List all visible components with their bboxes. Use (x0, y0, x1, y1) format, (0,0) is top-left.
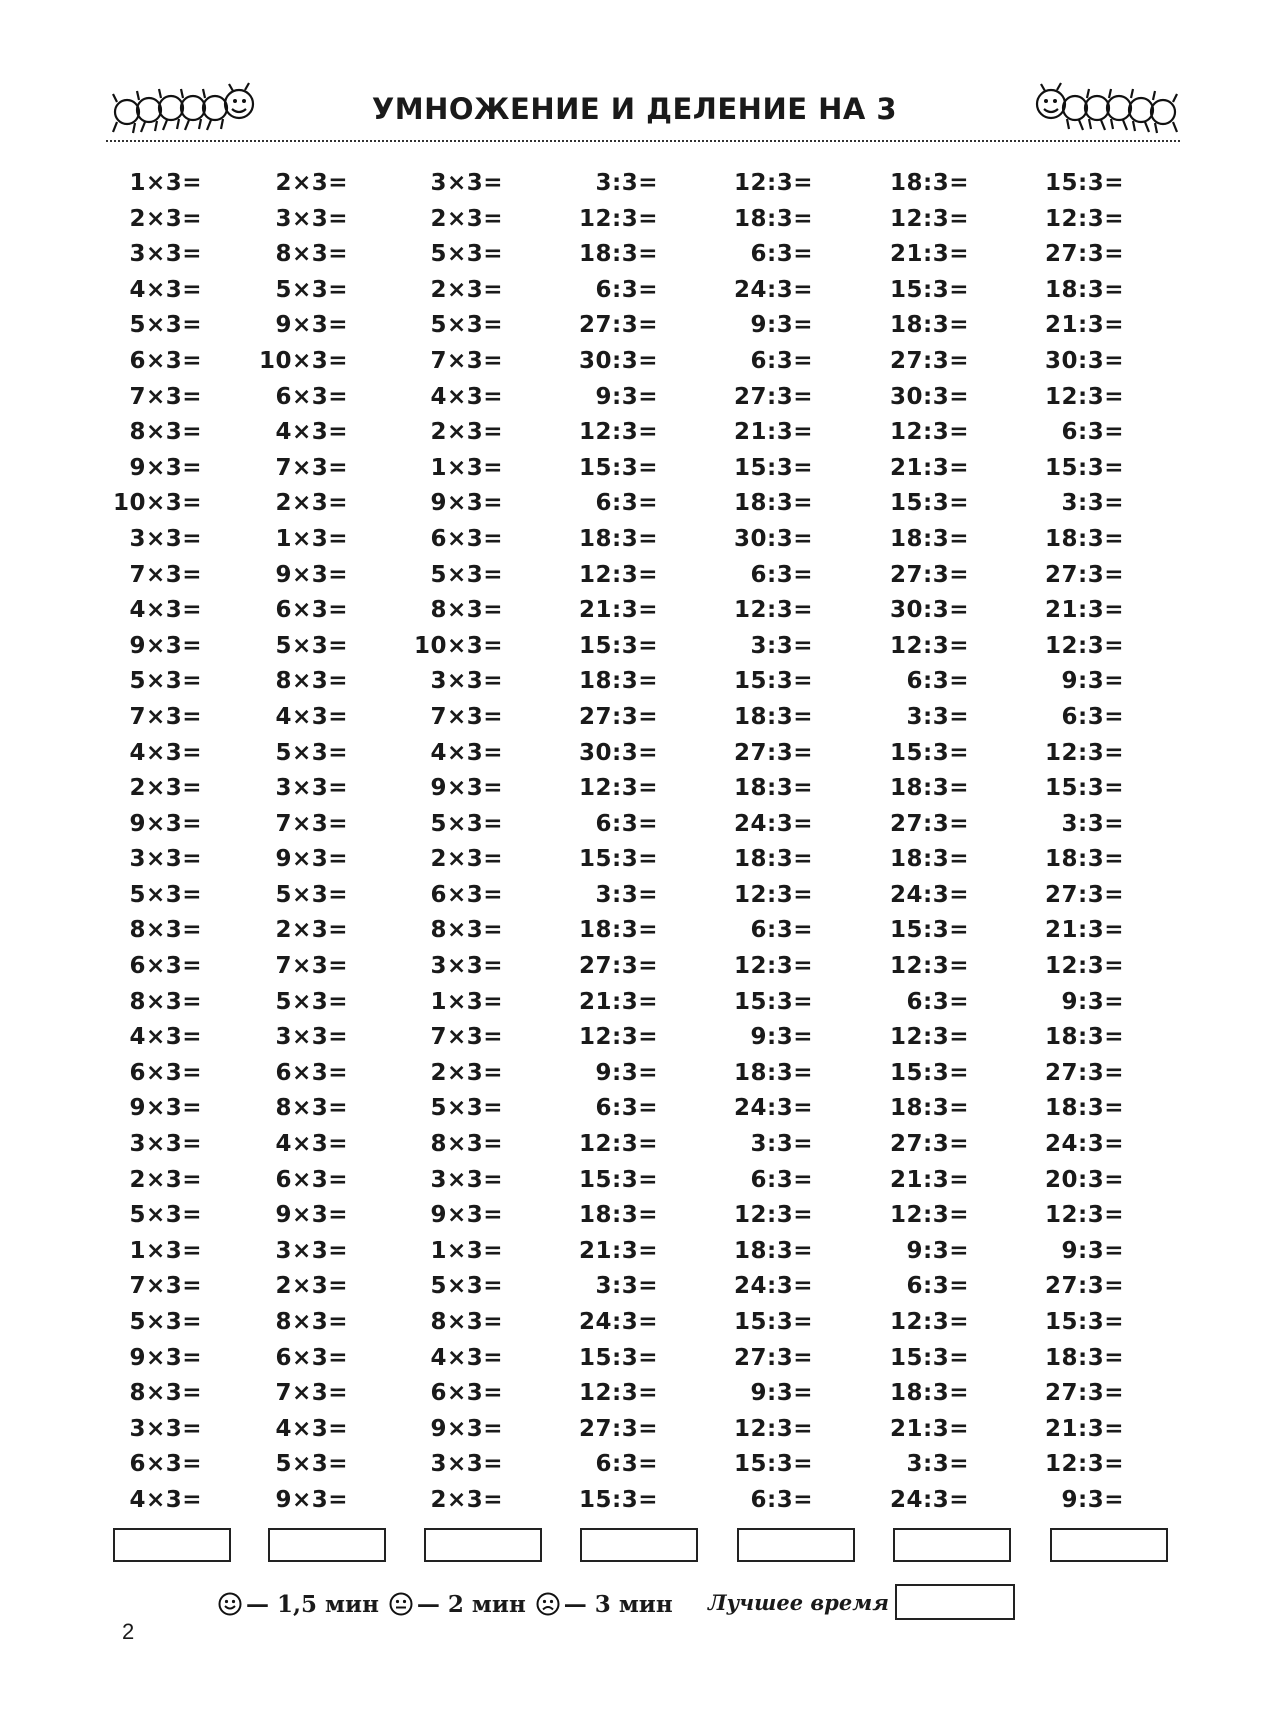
exercise-cell: 15:3= (890, 490, 969, 517)
exercise-cell: 30:3= (1045, 347, 1124, 374)
exercise-cell: 24:3= (890, 881, 969, 908)
exercise-cell: 6:3= (750, 917, 813, 944)
exercise-cell: 30:3= (734, 525, 813, 552)
exercise-cell: 12:3= (1045, 632, 1124, 659)
exercise-cell: 3×3= (430, 170, 503, 196)
exercise-cell: 6:3= (595, 810, 658, 837)
exercise-cell: 12:3= (1045, 739, 1124, 766)
exercise-column-4 (538, 166, 658, 1519)
exercise-cell: 27:3= (579, 1415, 658, 1442)
exercise-cell: 8×3= (430, 917, 503, 944)
exercise-cell: 7×3= (129, 703, 202, 730)
exercise-cell: 3×3= (430, 953, 503, 980)
exercise-cell: 8×3= (430, 597, 503, 624)
exercise-cell: 30:3= (890, 597, 969, 624)
exercise-cell: 15:3= (1045, 454, 1124, 481)
exercise-cell: 15:3= (579, 846, 658, 873)
exercise-cell: 21:3= (890, 1415, 969, 1442)
exercise-column-7 (1004, 166, 1124, 1519)
exercise-cell: 9×3= (275, 312, 348, 339)
exercise-cell: 21:3= (579, 988, 658, 1015)
exercise-cell: 21:3= (890, 454, 969, 481)
exercise-column-5 (693, 166, 813, 1519)
exercise-cell: 6:3= (1061, 419, 1124, 446)
exercise-cell: 6:3= (750, 347, 813, 374)
exercise-cell: 8×3= (430, 1131, 503, 1158)
exercise-column-1 (82, 166, 202, 1519)
exercise-cell: 18:3= (1045, 1024, 1124, 1051)
exercise-cell: 7×3= (275, 1380, 348, 1407)
exercise-cell: 3×3= (129, 1415, 202, 1442)
exercise-cell: 18:3= (1045, 1095, 1124, 1122)
exercise-cell: 18:3= (890, 1380, 969, 1407)
exercise-cell: 6×3= (275, 383, 348, 410)
exercise-cell: 6:3= (750, 241, 813, 268)
exercise-cell: 6×3= (129, 1059, 202, 1086)
exercise-cell: 27:3= (890, 561, 969, 588)
smiling-face-icon (218, 1592, 242, 1616)
exercise-cell: 9:3= (595, 1059, 658, 1086)
exercise-cell: 15:3= (579, 1344, 658, 1371)
exercise-cell: 3:3= (1061, 810, 1124, 837)
exercise-cell: 6:3= (595, 1095, 658, 1122)
exercise-cell: 3:3= (595, 170, 658, 196)
exercise-cell: 21:3= (1045, 597, 1124, 624)
exercise-cell: 6×3= (275, 597, 348, 624)
exercise-cell: 7×3= (129, 1273, 202, 1300)
exercise-cell: 8×3= (430, 1309, 503, 1335)
exercise-cell: 18:3= (1045, 525, 1124, 552)
exercise-cell: 2×3= (129, 775, 202, 802)
exercise-cell: 18:3= (734, 703, 813, 730)
exercise-cell: 3×3= (129, 846, 202, 873)
exercise-cell: 9×3= (430, 1202, 503, 1229)
exercise-cell: 9×3= (430, 490, 503, 517)
exercise-cell: 9:3= (750, 312, 813, 339)
exercise-cell: 21:3= (890, 1166, 969, 1193)
exercise-cell: 5×3= (129, 881, 202, 908)
exercise-cell: 6:3= (595, 1451, 658, 1478)
exercise-cell: 18:3= (734, 1237, 813, 1264)
exercise-cell: 9×3= (129, 1344, 202, 1371)
exercise-cell: 15:3= (890, 1344, 969, 1371)
exercise-cell: 12:3= (579, 1380, 658, 1407)
exercise-cell: 7×3= (430, 347, 503, 374)
exercise-cell: 6:3= (595, 490, 658, 517)
exercise-cell: 12:3= (1045, 953, 1124, 980)
exercise-cell: 2×3= (275, 170, 348, 196)
exercise-cell: 18:3= (890, 846, 969, 873)
exercise-cell: 2×3= (129, 205, 202, 232)
exercise-cell: 5×3= (275, 632, 348, 659)
exercise-cell: 5×3= (129, 1309, 202, 1335)
exercise-cell: 10×3= (112, 490, 202, 517)
exercise-cell: 5×3= (430, 1273, 503, 1300)
exercise-cell: 12:3= (734, 1202, 813, 1229)
exercise-cell: 12:3= (734, 881, 813, 908)
exercise-cell: 4×3= (129, 1024, 202, 1051)
exercise-cell: 3:3= (750, 632, 813, 659)
exercise-cell: 21:3= (890, 241, 969, 268)
exercise-cell: 12:3= (1045, 1451, 1124, 1478)
exercise-cell: 18:3= (734, 1059, 813, 1086)
exercise-cell: 12:3= (734, 597, 813, 624)
exercise-cell: 24:3= (890, 1486, 969, 1513)
exercise-cell: 9:3= (906, 1237, 969, 1264)
exercise-cell: 6:3= (750, 561, 813, 588)
exercise-cell: 9:3= (750, 1380, 813, 1407)
exercise-cell: 12:3= (579, 775, 658, 802)
exercise-cell: 18:3= (890, 775, 969, 802)
exercise-cell: 18:3= (734, 775, 813, 802)
exercise-cell: 7×3= (275, 810, 348, 837)
exercise-cell: 27:3= (890, 347, 969, 374)
exercise-cell: 21:3= (734, 419, 813, 446)
exercise-cell: 3×3= (129, 525, 202, 552)
exercise-cell: 20:3= (1045, 1166, 1124, 1193)
exercise-cell: 3:3= (750, 1131, 813, 1158)
exercise-cell: 24:3= (734, 1273, 813, 1300)
exercise-cell: 4×3= (275, 1131, 348, 1158)
exercise-cell: 9×3= (129, 1095, 202, 1122)
exercise-cell: 18:3= (579, 917, 658, 944)
exercise-cell: 3×3= (430, 668, 503, 695)
exercise-cell: 27:3= (1045, 561, 1124, 588)
exercise-column-2 (228, 166, 348, 1519)
exercise-cell: 3:3= (595, 1273, 658, 1300)
exercise-cell: 4×3= (275, 1415, 348, 1442)
exercise-cell: 6:3= (906, 988, 969, 1015)
exercise-cell: 18:3= (890, 170, 969, 196)
exercise-cell: 4×3= (430, 1344, 503, 1371)
exercise-cell: 18:3= (734, 846, 813, 873)
exercise-cell: 18:3= (734, 490, 813, 517)
exercise-cell: 6×3= (275, 1344, 348, 1371)
exercise-cell: 9×3= (275, 846, 348, 873)
exercise-cell: 30:3= (579, 739, 658, 766)
exercise-cell: 12:3= (890, 953, 969, 980)
exercise-cell: 1×3= (430, 988, 503, 1015)
exercise-cell: 3:3= (906, 1451, 969, 1478)
exercise-cell: 12:3= (734, 953, 813, 980)
exercise-cell: 3×3= (275, 1237, 348, 1264)
exercise-cell: 5×3= (430, 312, 503, 339)
exercise-cell: 7×3= (430, 703, 503, 730)
exercise-cell: 2×3= (275, 490, 348, 517)
exercise-cell: 6:3= (1061, 703, 1124, 730)
exercise-cell: 15:3= (1045, 775, 1124, 802)
exercise-cell: 3:3= (1061, 490, 1124, 517)
exercise-cell: 8×3= (129, 917, 202, 944)
exercise-cell: 9:3= (750, 1024, 813, 1051)
exercise-cell: 12:3= (890, 1024, 969, 1051)
exercise-cell: 9:3= (595, 383, 658, 410)
exercise-cell: 4×3= (129, 739, 202, 766)
best-time-box[interactable] (895, 1584, 1015, 1620)
exercise-cell: 9×3= (129, 454, 202, 481)
exercise-cell: 21:3= (579, 1237, 658, 1264)
exercise-cell: 15:3= (1045, 170, 1124, 196)
exercise-cell: 24:3= (734, 1095, 813, 1122)
exercise-cell: 12:3= (890, 1309, 969, 1335)
page-title: УМНОЖЕНИЕ И ДЕЛЕНИЕ НА 3 (371, 92, 898, 126)
exercise-cell: 3×3= (129, 241, 202, 268)
exercise-cell: 5×3= (275, 739, 348, 766)
exercise-cell: 9×3= (430, 775, 503, 802)
exercise-cell: 6:3= (595, 276, 658, 303)
column-result-box[interactable] (893, 1528, 1011, 1562)
exercise-cell: 18:3= (890, 1095, 969, 1122)
exercise-cell: 5×3= (275, 881, 348, 908)
column-result-box[interactable] (737, 1528, 855, 1562)
exercise-cell: 9×3= (275, 561, 348, 588)
exercise-cell: 12:3= (890, 205, 969, 232)
exercise-cell: 12:3= (579, 419, 658, 446)
sad-face-icon (536, 1592, 560, 1616)
legend-medium-time: — 2 мин (416, 1590, 526, 1618)
exercise-cell: 6×3= (129, 953, 202, 980)
exercise-cell: 3×3= (275, 205, 348, 232)
exercise-cell: 1×3= (129, 170, 202, 196)
exercise-column-6 (849, 166, 969, 1519)
exercise-cell: 5×3= (129, 1202, 202, 1229)
exercise-cell: 27:3= (1045, 1059, 1124, 1086)
exercise-cell: 6×3= (430, 525, 503, 552)
exercise-cell: 9×3= (129, 810, 202, 837)
column-result-box[interactable] (1050, 1528, 1168, 1562)
exercise-cell: 27:3= (890, 810, 969, 837)
exercise-cell: 27:3= (890, 1131, 969, 1158)
exercise-cell: 12:3= (579, 1024, 658, 1051)
exercise-cell: 5×3= (275, 276, 348, 303)
exercise-cell: 3:3= (595, 881, 658, 908)
exercise-cell: 6:3= (750, 1166, 813, 1193)
exercise-cell: 12:3= (1045, 383, 1124, 410)
exercise-cell: 8×3= (129, 1380, 202, 1407)
exercise-cell: 24:3= (1045, 1131, 1124, 1158)
exercise-cell: 12:3= (890, 419, 969, 446)
exercise-cell: 15:3= (579, 632, 658, 659)
exercise-cell: 4×3= (275, 703, 348, 730)
exercise-cell: 12:3= (734, 170, 813, 196)
exercise-cell: 12:3= (579, 561, 658, 588)
exercise-cell: 6:3= (906, 1273, 969, 1300)
exercise-cell: 15:3= (734, 1451, 813, 1478)
exercise-cell: 7×3= (430, 1024, 503, 1051)
exercise-cell: 27:3= (1045, 241, 1124, 268)
exercise-cell: 18:3= (579, 241, 658, 268)
exercise-cell: 18:3= (579, 525, 658, 552)
exercise-cell: 9×3= (430, 1415, 503, 1442)
column-result-box[interactable] (268, 1528, 386, 1562)
exercise-cell: 3×3= (430, 1166, 503, 1193)
exercise-cell: 10×3= (258, 347, 348, 374)
legend-fast-time: — 1,5 мин (246, 1590, 379, 1618)
exercise-cell: 21:3= (1045, 1415, 1124, 1442)
exercise-cell: 24:3= (579, 1309, 658, 1335)
exercise-cell: 4×3= (275, 419, 348, 446)
exercise-cell: 8×3= (275, 241, 348, 268)
exercise-cell: 8×3= (275, 668, 348, 695)
exercise-cell: 6×3= (275, 1166, 348, 1193)
exercise-cell: 7×3= (129, 383, 202, 410)
exercise-cell: 30:3= (579, 347, 658, 374)
exercise-cell: 8×3= (129, 988, 202, 1015)
exercise-cell: 12:3= (1045, 205, 1124, 232)
exercise-cell: 1×3= (129, 1237, 202, 1264)
exercise-cell: 27:3= (734, 383, 813, 410)
exercise-cell: 12:3= (734, 1415, 813, 1442)
exercise-cell: 21:3= (1045, 312, 1124, 339)
exercise-cell: 15:3= (579, 1166, 658, 1193)
exercise-cell: 27:3= (579, 312, 658, 339)
exercise-cell: 5×3= (430, 241, 503, 268)
exercise-cell: 8×3= (129, 419, 202, 446)
exercise-cell: 18:3= (1045, 846, 1124, 873)
exercise-cell: 15:3= (1045, 1309, 1124, 1335)
exercise-cell: 7×3= (129, 561, 202, 588)
exercise-cell: 18:3= (1045, 1344, 1124, 1371)
exercise-cell: 4×3= (129, 276, 202, 303)
exercise-column-3 (383, 166, 503, 1519)
exercise-cell: 6×3= (430, 881, 503, 908)
exercise-cell: 12:3= (579, 1131, 658, 1158)
column-result-box[interactable] (424, 1528, 542, 1562)
exercise-cell: 12:3= (1045, 1202, 1124, 1229)
exercise-cell: 18:3= (579, 668, 658, 695)
exercise-cell: 12:3= (890, 1202, 969, 1229)
exercise-cell: 15:3= (579, 454, 658, 481)
exercise-cell: 21:3= (1045, 917, 1124, 944)
exercise-cell: 18:3= (890, 312, 969, 339)
exercise-cell: 9×3= (275, 1202, 348, 1229)
exercise-cell: 15:3= (890, 276, 969, 303)
exercise-cell: 9:3= (1061, 988, 1124, 1015)
exercise-cell: 18:3= (734, 205, 813, 232)
exercise-cell: 2×3= (430, 1486, 503, 1513)
exercise-cell: 4×3= (129, 597, 202, 624)
exercise-cell: 4×3= (430, 739, 503, 766)
exercise-cell: 5×3= (275, 1451, 348, 1478)
exercise-cell: 5×3= (275, 988, 348, 1015)
exercise-cell: 4×3= (430, 383, 503, 410)
exercise-cell: 2×3= (430, 846, 503, 873)
exercise-cell: 9:3= (1061, 1237, 1124, 1264)
exercise-cell: 15:3= (734, 668, 813, 695)
exercise-cell: 9×3= (129, 632, 202, 659)
exercise-cell: 24:3= (734, 810, 813, 837)
exercise-cell: 27:3= (579, 953, 658, 980)
exercise-cell: 3×3= (275, 775, 348, 802)
exercise-cell: 8×3= (275, 1095, 348, 1122)
exercise-cell: 30:3= (890, 383, 969, 410)
exercise-cell: 15:3= (890, 739, 969, 766)
exercise-cell: 6×3= (129, 347, 202, 374)
exercise-cell: 6:3= (750, 1486, 813, 1513)
exercise-cell: 27:3= (1045, 881, 1124, 908)
page-number: 2 (122, 1619, 135, 1644)
exercise-cell: 15:3= (734, 988, 813, 1015)
exercise-cell: 2×3= (430, 419, 503, 446)
exercise-cell: 5×3= (129, 312, 202, 339)
exercise-cell: 9:3= (1061, 668, 1124, 695)
exercise-cell: 18:3= (1045, 276, 1124, 303)
exercise-cell: 3:3= (906, 703, 969, 730)
exercise-cell: 3×3= (430, 1451, 503, 1478)
exercise-cell: 12:3= (890, 632, 969, 659)
exercise-cell: 8×3= (275, 1309, 348, 1335)
exercise-cell: 5×3= (430, 1095, 503, 1122)
exercise-cell: 27:3= (734, 1344, 813, 1371)
exercise-cell: 18:3= (890, 525, 969, 552)
exercise-cell: 4×3= (129, 1486, 202, 1513)
exercise-cell: 12:3= (579, 205, 658, 232)
exercise-cell: 5×3= (430, 561, 503, 588)
exercise-cell: 9×3= (275, 1486, 348, 1513)
exercise-cell: 9:3= (1061, 1486, 1124, 1513)
exercise-cell: 15:3= (734, 1309, 813, 1335)
exercise-cell: 2×3= (275, 1273, 348, 1300)
exercise-cell: 18:3= (579, 1202, 658, 1229)
exercise-cell: 24:3= (734, 276, 813, 303)
exercise-cell: 5×3= (430, 810, 503, 837)
exercise-cell: 6×3= (275, 1059, 348, 1086)
exercise-cell: 3×3= (129, 1131, 202, 1158)
exercise-cell: 15:3= (579, 1486, 658, 1513)
exercise-cell: 3×3= (275, 1024, 348, 1051)
column-result-box[interactable] (113, 1528, 231, 1562)
legend-slow-time: — 3 мин (563, 1590, 673, 1618)
exercise-cell: 2×3= (430, 1059, 503, 1086)
exercise-cell: 1×3= (430, 454, 503, 481)
column-result-box[interactable] (580, 1528, 698, 1562)
neutral-face-icon (389, 1592, 413, 1616)
exercise-cell: 7×3= (275, 953, 348, 980)
best-time-label: Лучшее время (708, 1590, 889, 1615)
exercise-cell: 1×3= (430, 1237, 503, 1264)
exercise-cell: 27:3= (1045, 1273, 1124, 1300)
exercise-cell: 1×3= (275, 525, 348, 552)
exercise-cell: 10×3= (413, 632, 503, 659)
exercise-cell: 21:3= (579, 597, 658, 624)
exercise-cell: 5×3= (129, 668, 202, 695)
exercise-cell: 15:3= (890, 917, 969, 944)
exercise-cell: 2×3= (430, 205, 503, 232)
exercise-cell: 15:3= (734, 454, 813, 481)
exercise-cell: 27:3= (1045, 1380, 1124, 1407)
exercise-cell: 6:3= (906, 668, 969, 695)
exercise-cell: 2×3= (275, 917, 348, 944)
exercise-cell: 7×3= (275, 454, 348, 481)
exercise-cell: 2×3= (430, 276, 503, 303)
exercise-cell: 15:3= (890, 1059, 969, 1086)
exercise-cell: 27:3= (734, 739, 813, 766)
exercise-cell: 27:3= (579, 703, 658, 730)
exercise-cell: 6×3= (430, 1380, 503, 1407)
time-legend (214, 1584, 679, 1624)
exercise-cell: 2×3= (129, 1166, 202, 1193)
exercise-cell: 6×3= (129, 1451, 202, 1478)
